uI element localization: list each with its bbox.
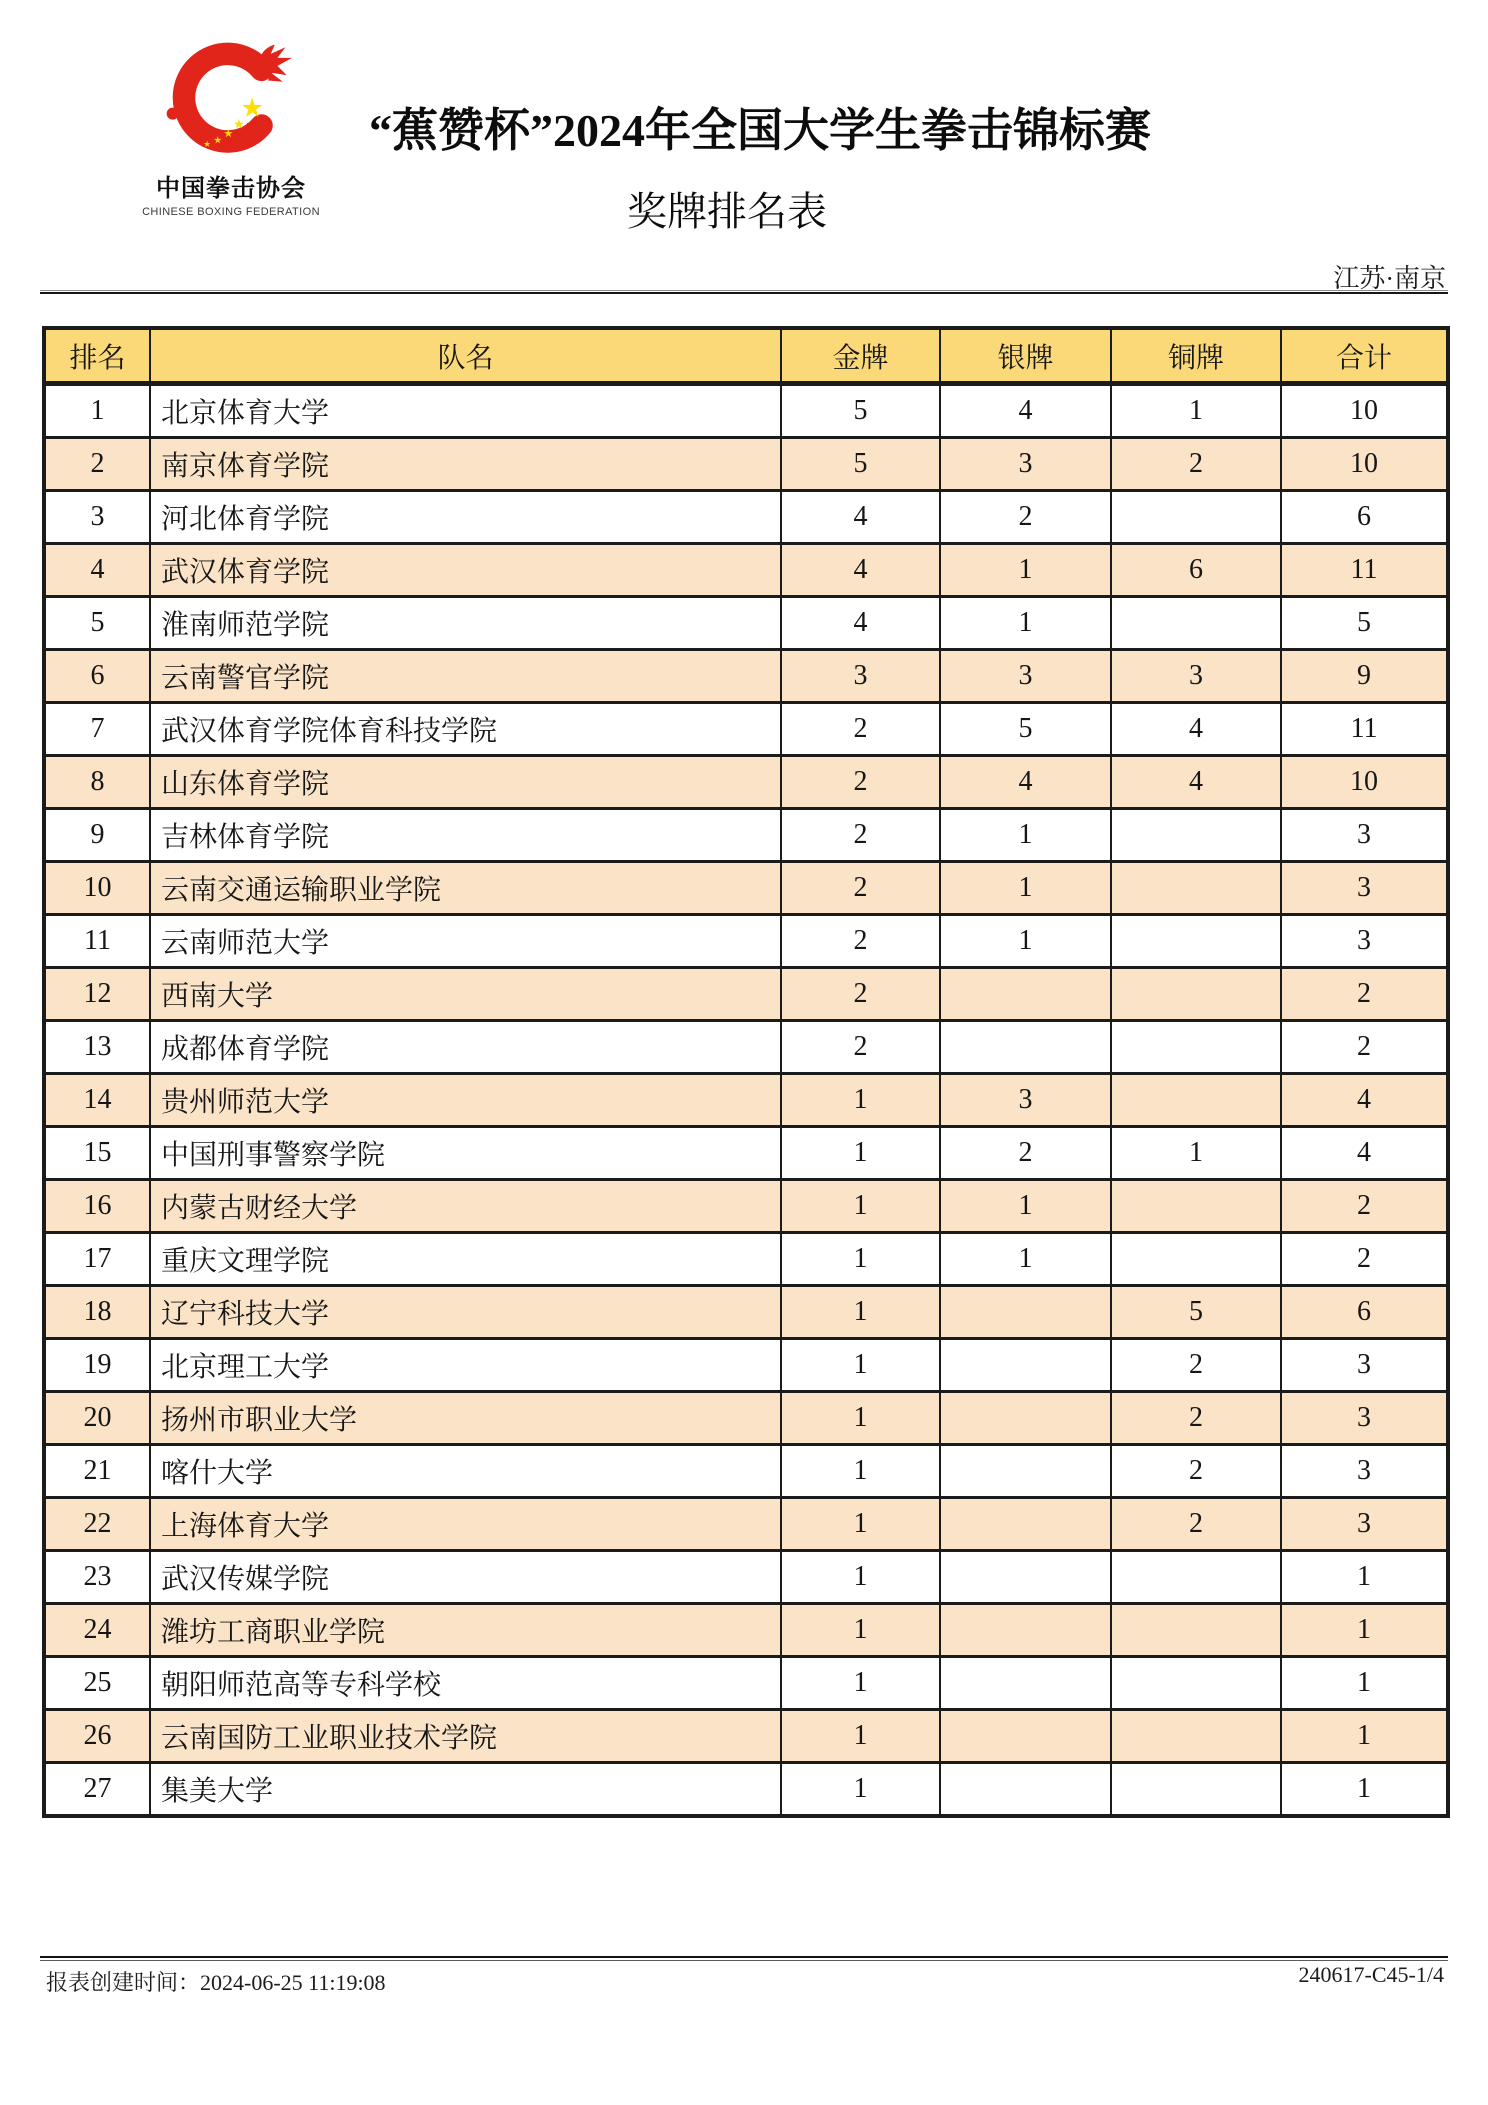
cell-rank: 14 bbox=[44, 1074, 150, 1127]
cell-team: 吉林体育学院 bbox=[150, 809, 781, 862]
cell-total: 11 bbox=[1281, 544, 1448, 597]
cell-bronze bbox=[1111, 597, 1281, 650]
cell-silver bbox=[940, 1445, 1111, 1498]
cell-gold: 1 bbox=[781, 1551, 940, 1604]
cell-rank: 19 bbox=[44, 1339, 150, 1392]
cell-gold: 1 bbox=[781, 1657, 940, 1710]
cell-total: 3 bbox=[1281, 1392, 1448, 1445]
table-row bbox=[44, 438, 1448, 491]
cell-total: 6 bbox=[1281, 491, 1448, 544]
cell-silver: 2 bbox=[940, 491, 1111, 544]
cell-total: 9 bbox=[1281, 650, 1448, 703]
cell-gold: 4 bbox=[781, 597, 940, 650]
cell-team: 云南警官学院 bbox=[150, 650, 781, 703]
cell-gold: 1 bbox=[781, 1498, 940, 1551]
col-header-team: 队名 bbox=[150, 328, 781, 384]
report-code: 240617-C45-1/4 bbox=[1298, 1962, 1444, 1987]
cell-rank: 3 bbox=[44, 491, 150, 544]
table-row bbox=[44, 1551, 1448, 1604]
cell-rank: 12 bbox=[44, 968, 150, 1021]
cell-silver: 1 bbox=[940, 1233, 1111, 1286]
cell-rank: 23 bbox=[44, 1551, 150, 1604]
cell-team: 上海体育大学 bbox=[150, 1498, 781, 1551]
col-header-rank: 排名 bbox=[44, 328, 150, 384]
table-row bbox=[44, 491, 1448, 544]
cell-silver: 1 bbox=[940, 1180, 1111, 1233]
cell-team: 武汉体育学院 bbox=[150, 544, 781, 597]
cell-team: 云南交通运输职业学院 bbox=[150, 862, 781, 915]
table-row bbox=[44, 597, 1448, 650]
cell-rank: 10 bbox=[44, 862, 150, 915]
cell-gold: 1 bbox=[781, 1763, 940, 1817]
cell-bronze bbox=[1111, 1657, 1281, 1710]
cell-team: 成都体育学院 bbox=[150, 1021, 781, 1074]
table-row bbox=[44, 1604, 1448, 1657]
cell-silver bbox=[940, 1551, 1111, 1604]
table-row bbox=[44, 1498, 1448, 1551]
cell-bronze bbox=[1111, 1710, 1281, 1763]
cell-silver bbox=[940, 1021, 1111, 1074]
cell-gold: 2 bbox=[781, 915, 940, 968]
page-title: “蕉赞杯”2024年全国大学生拳击锦标赛 bbox=[369, 105, 1151, 156]
cell-team: 喀什大学 bbox=[150, 1445, 781, 1498]
cell-team: 西南大学 bbox=[150, 968, 781, 1021]
cell-gold: 3 bbox=[781, 650, 940, 703]
cell-bronze bbox=[1111, 1180, 1281, 1233]
cell-gold: 2 bbox=[781, 703, 940, 756]
cell-rank: 9 bbox=[44, 809, 150, 862]
cell-total: 10 bbox=[1281, 384, 1448, 438]
cell-team: 北京理工大学 bbox=[150, 1339, 781, 1392]
cell-bronze: 1 bbox=[1111, 384, 1281, 438]
cell-silver: 3 bbox=[940, 438, 1111, 491]
col-header-total: 合计 bbox=[1281, 328, 1448, 384]
table-row bbox=[44, 1445, 1448, 1498]
cell-silver bbox=[940, 1710, 1111, 1763]
org-name-en: CHINESE BOXING FEDERATION bbox=[142, 206, 320, 218]
cell-bronze bbox=[1111, 915, 1281, 968]
cell-total: 11 bbox=[1281, 703, 1448, 756]
cell-silver: 1 bbox=[940, 915, 1111, 968]
cell-gold: 1 bbox=[781, 1180, 940, 1233]
cell-team: 辽宁科技大学 bbox=[150, 1286, 781, 1339]
cell-total: 1 bbox=[1281, 1657, 1448, 1710]
cell-bronze: 6 bbox=[1111, 544, 1281, 597]
cell-total: 10 bbox=[1281, 438, 1448, 491]
table-row bbox=[44, 1763, 1448, 1817]
cell-silver: 3 bbox=[940, 650, 1111, 703]
cell-gold: 2 bbox=[781, 809, 940, 862]
cell-silver: 5 bbox=[940, 703, 1111, 756]
cell-total: 4 bbox=[1281, 1074, 1448, 1127]
cell-total: 3 bbox=[1281, 1339, 1448, 1392]
org-name-cn: 中国拳击协会 bbox=[156, 175, 306, 202]
table-row bbox=[44, 809, 1448, 862]
cell-team: 贵州师范大学 bbox=[150, 1074, 781, 1127]
cell-total: 6 bbox=[1281, 1286, 1448, 1339]
table-row bbox=[44, 1339, 1448, 1392]
cell-gold: 1 bbox=[781, 1339, 940, 1392]
cell-total: 2 bbox=[1281, 1233, 1448, 1286]
event-location: 江苏·南京 bbox=[1333, 264, 1446, 293]
cell-silver bbox=[940, 1392, 1111, 1445]
cell-gold: 1 bbox=[781, 1392, 940, 1445]
cell-gold: 5 bbox=[781, 438, 940, 491]
cell-team: 武汉传媒学院 bbox=[150, 1551, 781, 1604]
table-body bbox=[44, 384, 1448, 1817]
cell-rank: 17 bbox=[44, 1233, 150, 1286]
cell-rank: 18 bbox=[44, 1286, 150, 1339]
cell-gold: 1 bbox=[781, 1127, 940, 1180]
table-row bbox=[44, 862, 1448, 915]
table-row bbox=[44, 1127, 1448, 1180]
cell-bronze: 5 bbox=[1111, 1286, 1281, 1339]
cell-bronze: 4 bbox=[1111, 703, 1281, 756]
table-row bbox=[44, 384, 1448, 438]
cell-total: 2 bbox=[1281, 1021, 1448, 1074]
cell-gold: 1 bbox=[781, 1445, 940, 1498]
cell-total: 5 bbox=[1281, 597, 1448, 650]
cell-gold: 1 bbox=[781, 1074, 940, 1127]
cell-team: 云南国防工业职业技术学院 bbox=[150, 1710, 781, 1763]
cell-silver bbox=[940, 1286, 1111, 1339]
cell-total: 3 bbox=[1281, 1445, 1448, 1498]
cell-gold: 4 bbox=[781, 491, 940, 544]
table-row bbox=[44, 915, 1448, 968]
cell-total: 1 bbox=[1281, 1710, 1448, 1763]
cell-total: 3 bbox=[1281, 915, 1448, 968]
cell-rank: 22 bbox=[44, 1498, 150, 1551]
cell-silver bbox=[940, 1498, 1111, 1551]
cell-team: 重庆文理学院 bbox=[150, 1233, 781, 1286]
cell-bronze bbox=[1111, 1074, 1281, 1127]
cell-rank: 6 bbox=[44, 650, 150, 703]
cell-total: 2 bbox=[1281, 1180, 1448, 1233]
cell-rank: 11 bbox=[44, 915, 150, 968]
cell-bronze: 4 bbox=[1111, 756, 1281, 809]
cell-rank: 26 bbox=[44, 1710, 150, 1763]
cell-total: 1 bbox=[1281, 1763, 1448, 1817]
cell-rank: 4 bbox=[44, 544, 150, 597]
table-row bbox=[44, 1657, 1448, 1710]
cell-total: 1 bbox=[1281, 1604, 1448, 1657]
cell-team: 扬州市职业大学 bbox=[150, 1392, 781, 1445]
cell-rank: 16 bbox=[44, 1180, 150, 1233]
cell-team: 朝阳师范高等专科学校 bbox=[150, 1657, 781, 1710]
table-header bbox=[44, 328, 1448, 384]
cell-rank: 20 bbox=[44, 1392, 150, 1445]
cell-team: 潍坊工商职业学院 bbox=[150, 1604, 781, 1657]
table-row bbox=[44, 1180, 1448, 1233]
table-row bbox=[44, 1233, 1448, 1286]
cell-total: 4 bbox=[1281, 1127, 1448, 1180]
cell-bronze bbox=[1111, 491, 1281, 544]
cell-bronze: 1 bbox=[1111, 1127, 1281, 1180]
cell-rank: 7 bbox=[44, 703, 150, 756]
cell-team: 南京体育学院 bbox=[150, 438, 781, 491]
col-header-gold: 金牌 bbox=[781, 328, 940, 384]
table-row bbox=[44, 756, 1448, 809]
cell-bronze bbox=[1111, 1551, 1281, 1604]
table-row bbox=[44, 1392, 1448, 1445]
cell-gold: 2 bbox=[781, 756, 940, 809]
table-row bbox=[44, 703, 1448, 756]
cell-rank: 24 bbox=[44, 1604, 150, 1657]
table-header-row bbox=[44, 328, 1448, 384]
cell-rank: 5 bbox=[44, 597, 150, 650]
cell-bronze: 2 bbox=[1111, 1339, 1281, 1392]
cell-rank: 25 bbox=[44, 1657, 150, 1710]
cell-rank: 27 bbox=[44, 1763, 150, 1817]
cell-gold: 4 bbox=[781, 544, 940, 597]
cell-gold: 5 bbox=[781, 384, 940, 438]
table-row bbox=[44, 1021, 1448, 1074]
cell-bronze: 3 bbox=[1111, 650, 1281, 703]
cell-bronze bbox=[1111, 809, 1281, 862]
cell-team: 云南师范大学 bbox=[150, 915, 781, 968]
cell-rank: 13 bbox=[44, 1021, 150, 1074]
cell-team: 武汉体育学院体育科技学院 bbox=[150, 703, 781, 756]
cell-team: 中国刑事警察学院 bbox=[150, 1127, 781, 1180]
cell-team: 内蒙古财经大学 bbox=[150, 1180, 781, 1233]
cell-silver bbox=[940, 1763, 1111, 1817]
cell-bronze bbox=[1111, 1021, 1281, 1074]
cell-team: 北京体育大学 bbox=[150, 384, 781, 438]
dragon-c-icon bbox=[151, 38, 311, 164]
table-row bbox=[44, 1286, 1448, 1339]
cell-silver: 3 bbox=[940, 1074, 1111, 1127]
table-row bbox=[44, 1710, 1448, 1763]
cell-bronze bbox=[1111, 1763, 1281, 1817]
cell-gold: 1 bbox=[781, 1710, 940, 1763]
cell-total: 2 bbox=[1281, 968, 1448, 1021]
cell-silver bbox=[940, 968, 1111, 1021]
cell-silver: 4 bbox=[940, 384, 1111, 438]
cell-bronze: 2 bbox=[1111, 1498, 1281, 1551]
cell-gold: 2 bbox=[781, 1021, 940, 1074]
cell-gold: 1 bbox=[781, 1604, 940, 1657]
cell-bronze bbox=[1111, 1233, 1281, 1286]
cell-silver: 1 bbox=[940, 597, 1111, 650]
cell-gold: 2 bbox=[781, 968, 940, 1021]
cell-total: 1 bbox=[1281, 1551, 1448, 1604]
cell-silver: 4 bbox=[940, 756, 1111, 809]
medal-table bbox=[42, 326, 1450, 1818]
col-header-bronze: 铜牌 bbox=[1111, 328, 1281, 384]
cell-rank: 15 bbox=[44, 1127, 150, 1180]
cell-bronze bbox=[1111, 862, 1281, 915]
cell-bronze bbox=[1111, 968, 1281, 1021]
table-row bbox=[44, 544, 1448, 597]
cell-silver bbox=[940, 1657, 1111, 1710]
table-row bbox=[44, 1074, 1448, 1127]
page-subtitle: 奖牌排名表 bbox=[627, 189, 827, 234]
header-rule bbox=[40, 290, 1448, 294]
cell-rank: 8 bbox=[44, 756, 150, 809]
cell-total: 3 bbox=[1281, 1498, 1448, 1551]
footer-rule bbox=[40, 1956, 1448, 1961]
cell-team: 淮南师范学院 bbox=[150, 597, 781, 650]
cell-silver: 1 bbox=[940, 809, 1111, 862]
cell-total: 3 bbox=[1281, 809, 1448, 862]
cell-gold: 1 bbox=[781, 1286, 940, 1339]
cell-silver bbox=[940, 1339, 1111, 1392]
report-created-time: 报表创建时间：2024-06-25 11:19:08 bbox=[46, 1970, 386, 1995]
cell-rank: 2 bbox=[44, 438, 150, 491]
cell-rank: 21 bbox=[44, 1445, 150, 1498]
cell-bronze: 2 bbox=[1111, 1445, 1281, 1498]
cell-silver: 1 bbox=[940, 544, 1111, 597]
table-row bbox=[44, 650, 1448, 703]
cell-gold: 2 bbox=[781, 862, 940, 915]
cell-team: 河北体育学院 bbox=[150, 491, 781, 544]
cell-total: 3 bbox=[1281, 862, 1448, 915]
cell-bronze: 2 bbox=[1111, 438, 1281, 491]
cell-rank: 1 bbox=[44, 384, 150, 438]
cell-silver bbox=[940, 1604, 1111, 1657]
cell-silver: 1 bbox=[940, 862, 1111, 915]
cell-bronze bbox=[1111, 1604, 1281, 1657]
cell-team: 山东体育学院 bbox=[150, 756, 781, 809]
cell-team: 集美大学 bbox=[150, 1763, 781, 1817]
cell-total: 10 bbox=[1281, 756, 1448, 809]
federation-logo bbox=[126, 38, 336, 218]
cell-silver: 2 bbox=[940, 1127, 1111, 1180]
cell-gold: 1 bbox=[781, 1233, 940, 1286]
cell-bronze: 2 bbox=[1111, 1392, 1281, 1445]
col-header-silver: 银牌 bbox=[940, 328, 1111, 384]
table-row bbox=[44, 968, 1448, 1021]
